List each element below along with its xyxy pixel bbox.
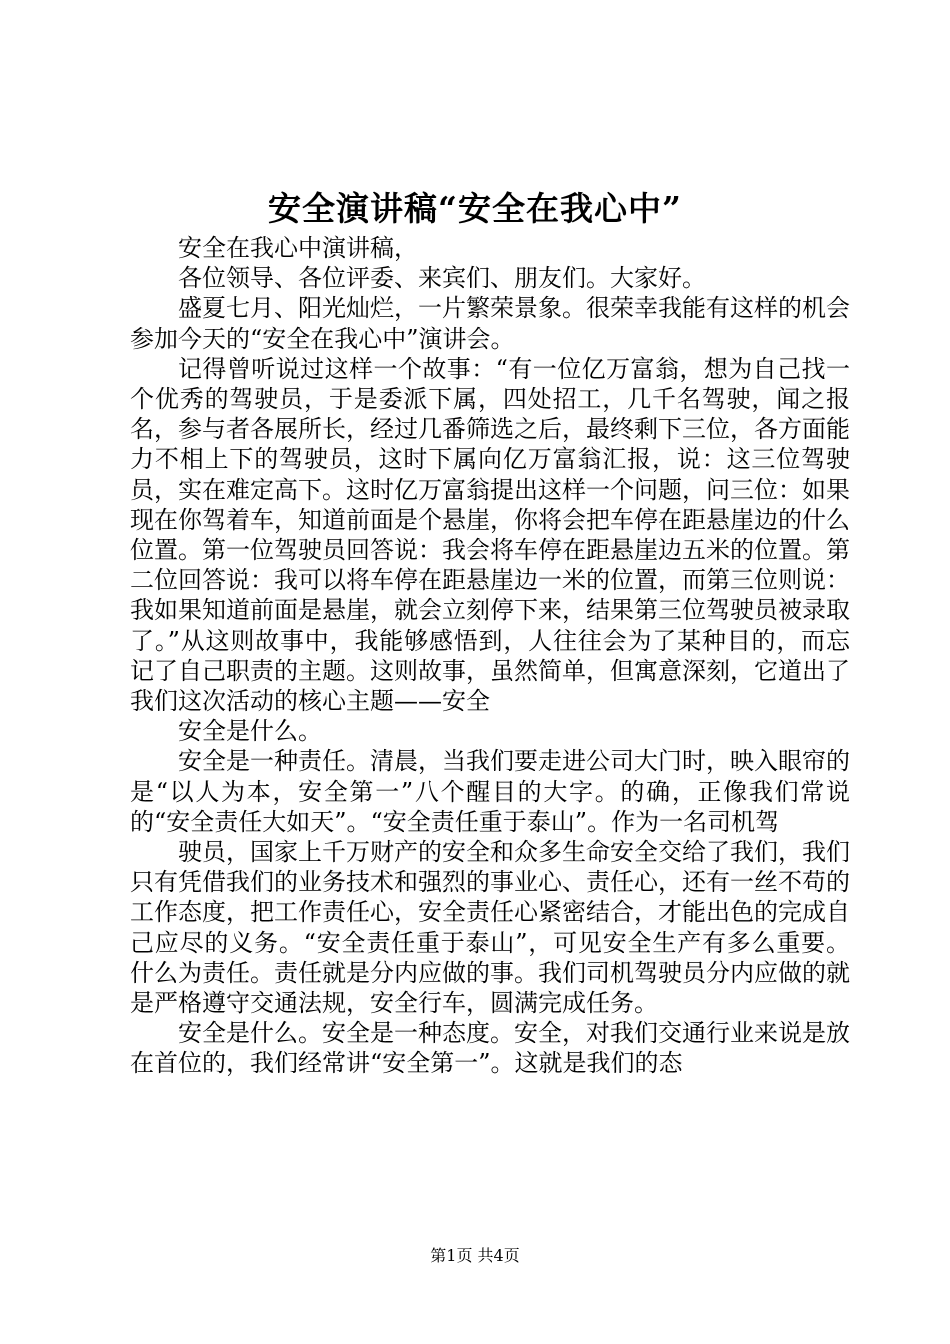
paragraph-salutation-title: 安全在我心中演讲稿， [178,234,418,262]
document-title: 安全演讲稿“安全在我心中” [268,189,682,228]
paragraph-question: 安全是什么。 [178,717,322,746]
paragraph-story: 记得曾听说过这样一个故事：“有一位亿万富翁，想为自己找一个优秀的驾驶员，于是委派下属，四处招工，几千名驾驶，闻之报名，参与者各展所长，经过几番筛选之后，最终剩下三位，各方面能力不相上下的驾驶员，这时下属向亿万富翁汇报，说：这三位驾驶员，实在难定高下。这时亿万富翁提出这样一个问题，问三位：如果现在你驾着车，知道前面是个悬崖，你将会把车停在距悬崖边的什么位置。第一位驾驶员回答说：我会将车停在距悬崖边五米的位置。第二位回答说：我可以将车停在距悬崖边一米的位置，而第三位则说：我如果知道前面是悬崖，就会立刻停下来，结果第三位驾驶员被录取了。”从这则故事中，我能够感悟到，人往往会为了某种目的，而忘记了自己职责的主题。这则故事，虽然简单，但寓意深刻，它道出了我们这次活动的核心主题——安全 [130,354,850,716]
paragraph-driver-duty: 驶员，国家上千万财产的安全和众多生命安全交给了我们，我们只有凭借我们的业务技术和强烈的事业心、责任心，还有一丝不苟的工作态度，把工作责任心，安全责任心紧密结合，才能出色的完成自己应尽的义务。“安全责任重于泰山”，可见安全生产有多么重要。什么为责任。责任就是分内应做的事。我们司机驾驶员分内应做的就是严格遵守交通法规，安全行车，圆满完成任务。 [130,838,850,1018]
paragraph-opening: 盛夏七月、阳光灿烂，一片繁荣景象。很荣幸我能有这样的机会参加今天的“安全在我心中”演讲会。 [130,294,850,353]
paragraph-responsibility: 安全是一种责任。清晨，当我们要走进公司大门时，映入眼帘的是“以人为本，安全第一”八个醒目的大字。的确，正像我们常说的“安全责任大如天”。“安全责任重于泰山”。作为一名司机驾 [130,747,850,836]
paragraph-greeting: 各位领导、各位评委、来宾们、朋友们。大家好。 [178,264,706,293]
paragraph-attitude: 安全是什么。安全是一种态度。安全，对我们交通行业来说是放在首位的，我们经常讲“安全第一”。这就是我们的态 [130,1019,850,1078]
page-footer: 第1页 共4页 [430,1246,520,1265]
document-body [130,233,850,1079]
